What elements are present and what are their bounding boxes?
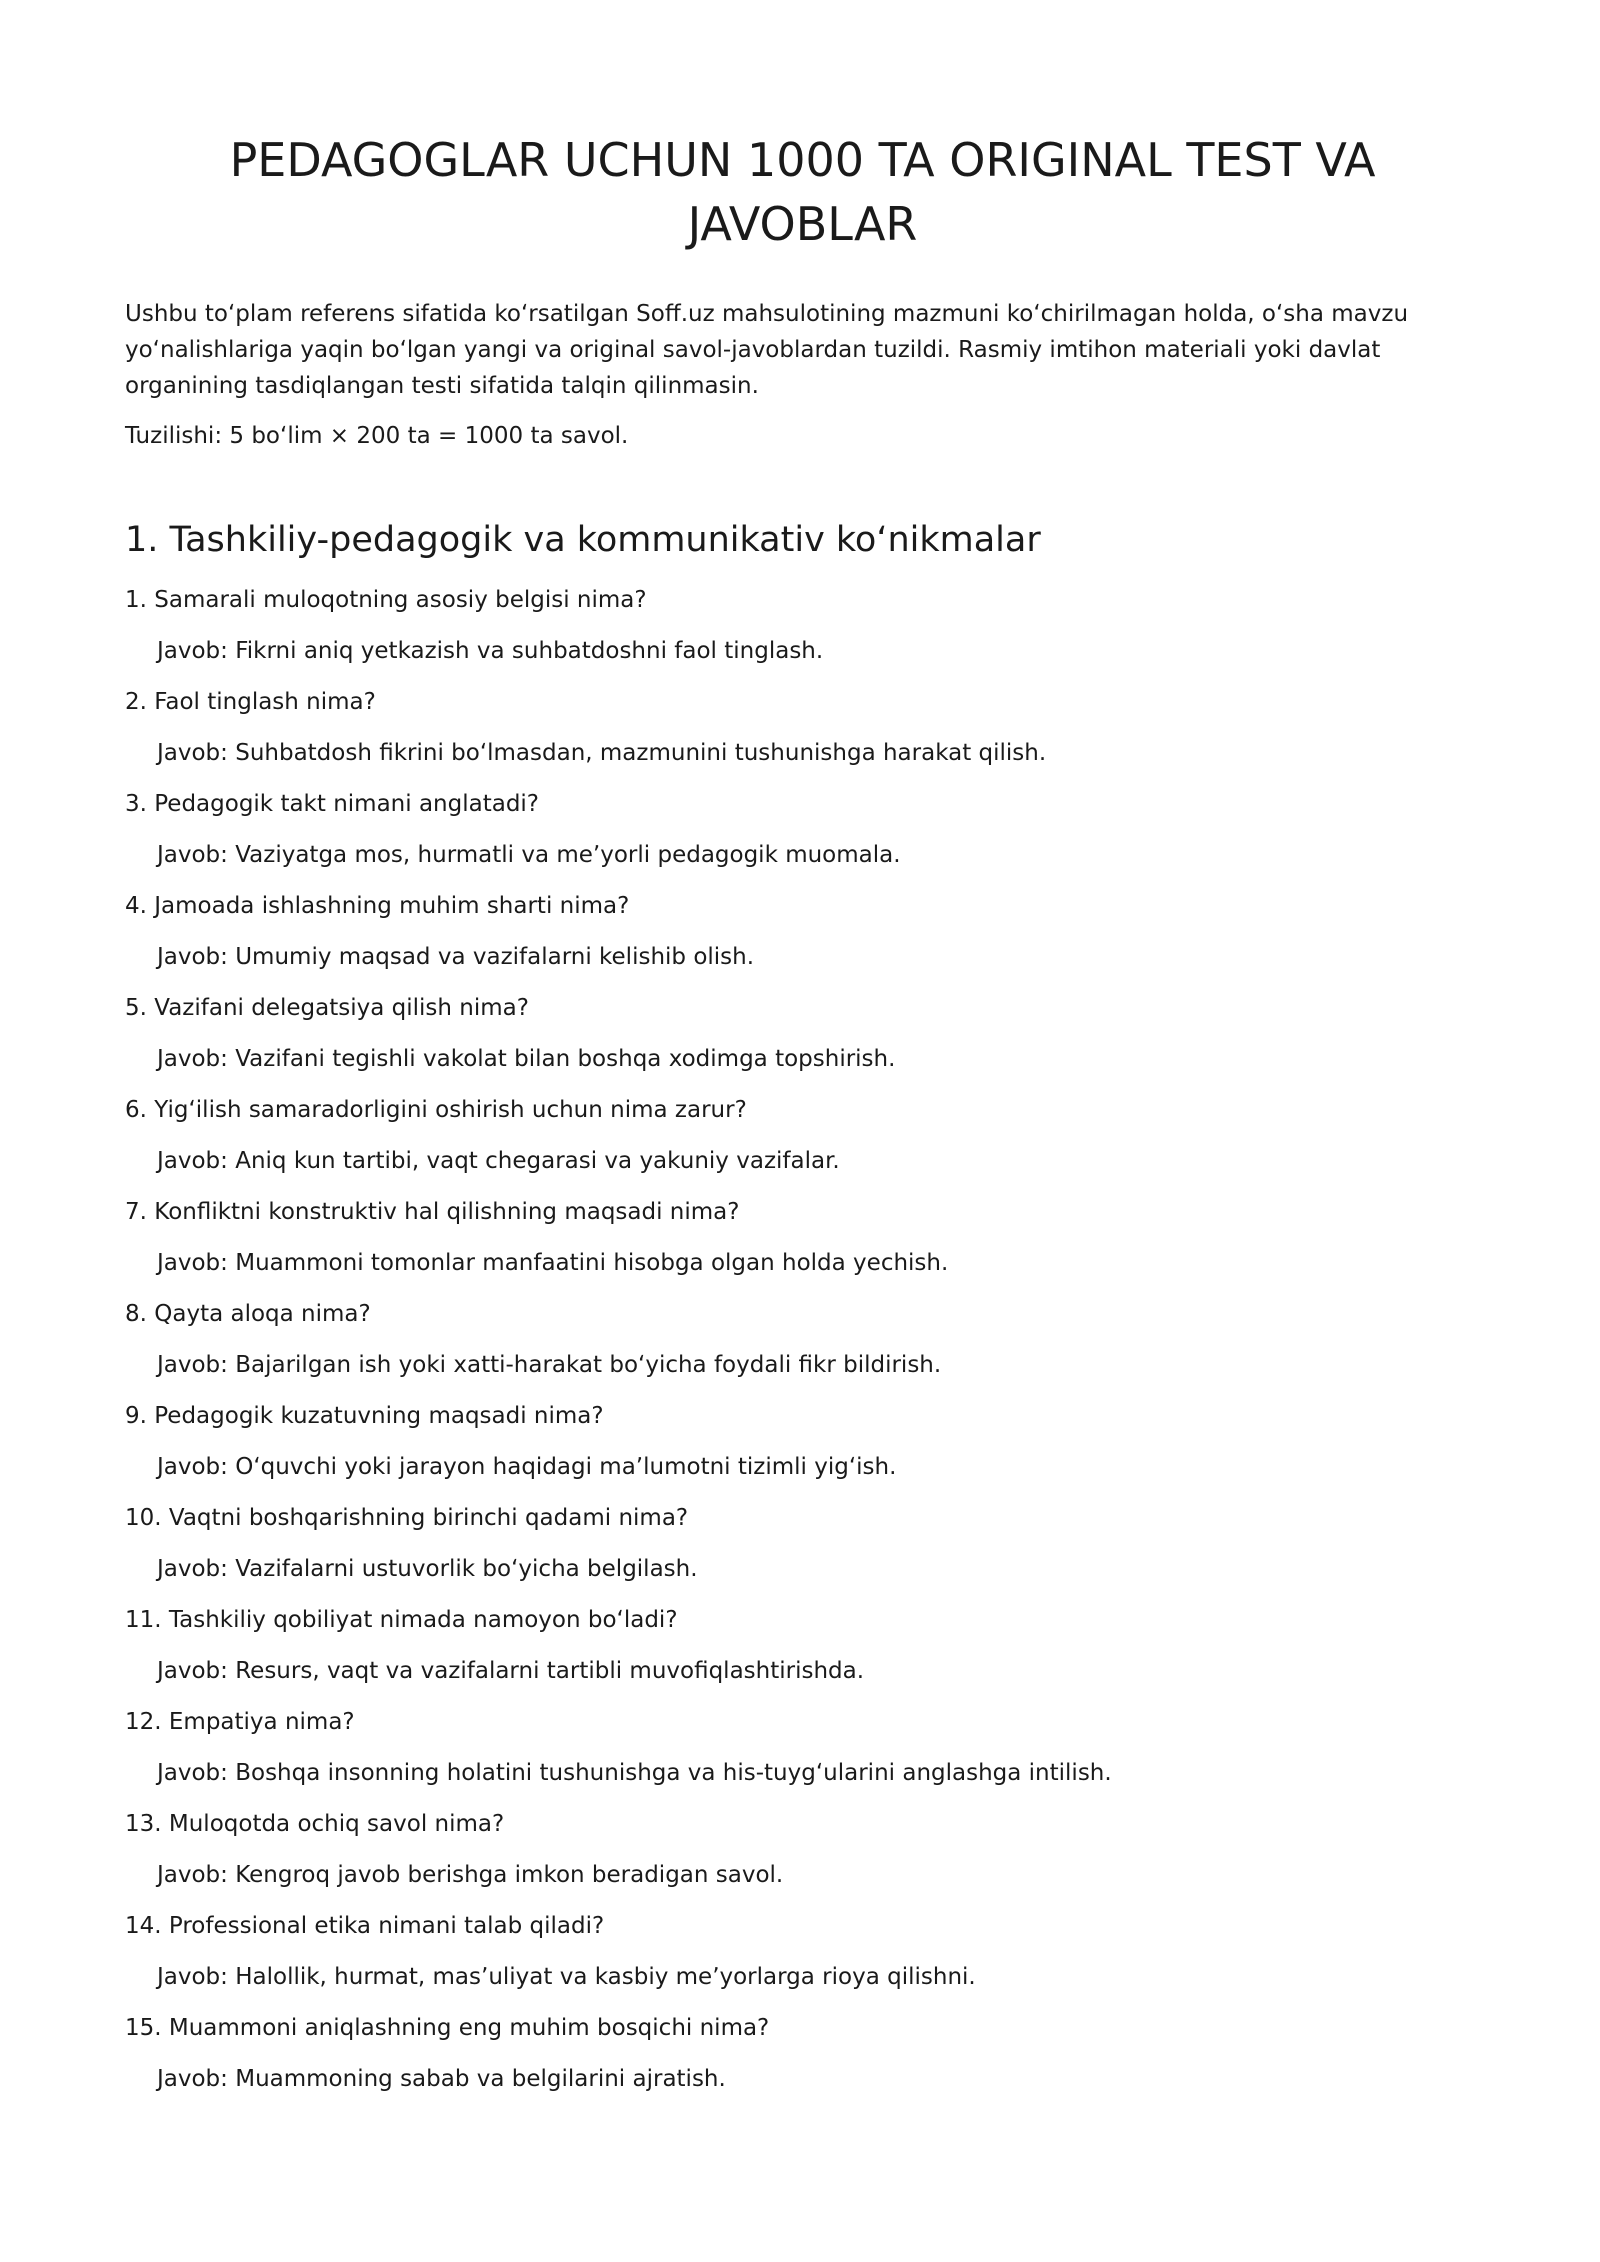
question-text: 3. Pedagogik takt nimani anglatadi? (125, 791, 540, 817)
answer-text: Javob: Oʻquvchi yoki jarayon haqidagi maʼlumotni tizimli yigʻish. (157, 1454, 897, 1480)
list-item (125, 1092, 1480, 1179)
section-heading: 1. Tashkiliy-pedagogik va kommunikativ koʻnikmalar (125, 520, 1041, 560)
question-text: 1. Samarali muloqotning asosiy belgisi nima? (125, 587, 647, 613)
document-title: PEDAGOGLAR UCHUN 1000 TA ORIGINAL TEST VA JAVOBLAR (229, 133, 1376, 251)
question-text: 11. Tashkiliy qobiliyat nimada namoyon boʻladi? (125, 1607, 678, 1633)
question-text: 7. Konfliktni konstruktiv hal qilishning maqsadi nima? (125, 1199, 740, 1225)
question-text: 12. Empatiya nima? (125, 1709, 355, 1735)
answer-text: Javob: Suhbatdosh fikrini boʻlmasdan, mazmunini tushunishga harakat qilish. (157, 740, 1047, 766)
list-item (125, 1602, 1480, 1689)
answer-text: Javob: Vazifani tegishli vakolat bilan boshqa xodimga topshirish. (157, 1046, 896, 1072)
answer-text: Javob: Muammoning sabab va belgilarini ajratish. (157, 2066, 726, 2092)
list-item (125, 888, 1480, 975)
question-text: 14. Professional etika nimani talab qiladi? (125, 1913, 605, 1939)
answer-text: Javob: Bajarilgan ish yoki xatti-harakat boʻyicha foydali fikr bildirish. (157, 1352, 942, 1378)
answer-text: Javob: Halollik, hurmat, masʼuliyat va kasbiy meʼyorlarga rioya qilishni. (157, 1964, 976, 1990)
list-item (125, 1194, 1480, 1281)
question-list (125, 582, 1480, 2097)
list-item (125, 1500, 1480, 1587)
list-item (125, 1398, 1480, 1485)
list-item (125, 786, 1480, 873)
answer-text: Javob: Muammoni tomonlar manfaatini hisobga olgan holda yechish. (157, 1250, 949, 1276)
structure-line: Tuzilishi: 5 boʻlim × 200 ta = 1000 ta savol. (125, 423, 629, 449)
question-text: 9. Pedagogik kuzatuvning maqsadi nima? (125, 1403, 604, 1429)
question-text: 6. Yigʻilish samaradorligini oshirish uchun nima zarur? (125, 1097, 747, 1123)
list-item (125, 1806, 1480, 1893)
answer-text: Javob: Boshqa insonning holatini tushunishga va his-tuygʻularini anglashga intilish. (157, 1760, 1112, 1786)
answer-text: Javob: Umumiy maqsad va vazifalarni kelishib olish. (157, 944, 755, 970)
question-text: 10. Vaqtni boshqarishning birinchi qadami nima? (125, 1505, 689, 1531)
question-text: 8. Qayta aloqa nima? (125, 1301, 371, 1327)
answer-text: Javob: Fikrni aniq yetkazish va suhbatdoshni faol tinglash. (157, 638, 824, 664)
list-item (125, 990, 1480, 1077)
question-text: 5. Vazifani delegatsiya qilish nima? (125, 995, 529, 1021)
answer-text: Javob: Vaziyatga mos, hurmatli va meʼyorli pedagogik muomala. (157, 842, 901, 868)
answer-text: Javob: Vazifalarni ustuvorlik boʻyicha belgilash. (157, 1556, 698, 1582)
question-text: 4. Jamoada ishlashning muhim sharti nima? (125, 893, 630, 919)
intro-paragraph: Ushbu toʻplam referens sifatida koʻrsatilgan Soff.uz mahsulotining mazmuni koʻchirilmagan holda, oʻsha mavzu yoʻnalishlariga yaqin boʻlgan yangi va original savol-javoblardan tuzildi. Rasmiy imtihon materiali yoki davlat organining tasdiqlangan testi sifatida talqin qilinmasin. (125, 301, 1409, 399)
question-text: 2. Faol tinglash nima? (125, 689, 376, 715)
list-item (125, 684, 1480, 771)
answer-text: Javob: Kengroq javob berishga imkon beradigan savol. (157, 1862, 784, 1888)
answer-text: Javob: Aniq kun tartibi, vaqt chegarasi va yakuniy vazifalar. (157, 1148, 840, 1174)
question-text: 13. Muloqotda ochiq savol nima? (125, 1811, 505, 1837)
list-item (125, 1908, 1480, 1995)
list-item (125, 1296, 1480, 1383)
question-text: 15. Muammoni aniqlashning eng muhim bosqichi nima? (125, 2015, 770, 2041)
list-item (125, 582, 1480, 669)
answer-text: Javob: Resurs, vaqt va vazifalarni tartibli muvofiqlashtirishda. (157, 1658, 865, 1684)
list-item (125, 2010, 1480, 2097)
list-item (125, 1704, 1480, 1791)
document-page (125, 0, 1480, 2112)
